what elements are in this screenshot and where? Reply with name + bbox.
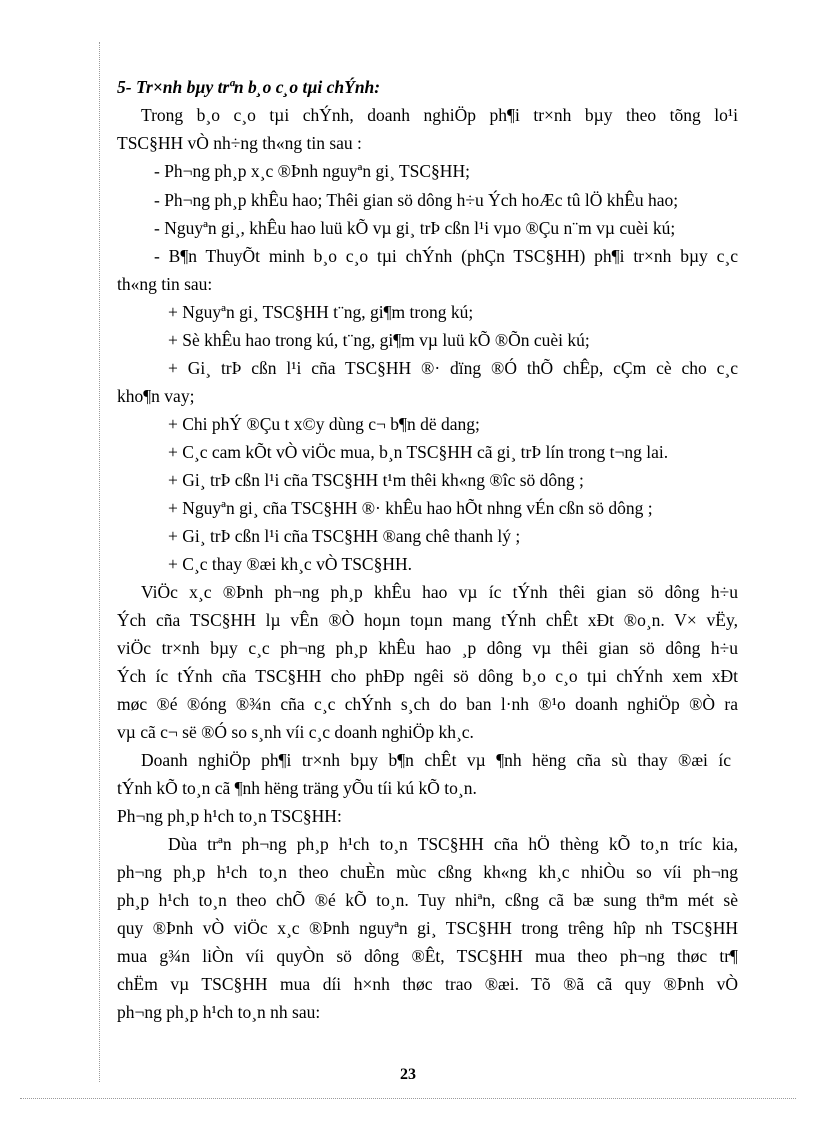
body-line: tÝnh kÕ to¸n cã ¶nh hëng träng yÕu tíi kú kÕ to¸n. <box>117 778 477 798</box>
list-item: + Nguyªn gi¸ cña TSC§HH ®· khÊu hao hÕt nhng vÉn cßn sö dông ; <box>168 498 653 518</box>
body-line: viÖc tr×nh bµy c¸c ph¬ng ph¸p khÊu hao ¸p dông vµ thêi gian sö dông h÷u <box>117 638 738 658</box>
body-line: Doanh nghiÖp ph¶i tr×nh bµy b¶n chÊt vµ ¶nh hëng cña sù thay ®æi íc <box>141 750 731 770</box>
section-heading: 5- Tr×nh bµy trªn b¸o c¸o tµi chÝnh: <box>117 77 381 97</box>
body-line: Ých íc tÝnh cña TSC§HH cho phÐp ngêi sö dông b¸o c¸o tµi chÝnh xem xÐt <box>117 666 738 686</box>
list-item: - Ph¬ng ph¸p khÊu hao; Thêi gian sö dông h÷u Ých hoÆc tû lÖ khÊu hao; <box>154 190 679 210</box>
body-line: vµ cã c¬ së ®Ó so s¸nh víi c¸c doanh nghiÖp kh¸c. <box>117 722 474 742</box>
body-line: ph¸p h¹ch to¸n theo chÕ ®é kÕ to¸n. Tuy nhiªn, cßng cã bæ sung thªm mét sè <box>117 890 738 910</box>
body-line: quy ®Þnh vÒ viÖc x¸c ®Þnh nguyªn gi¸ TSC§HH trong trêng hîp nh TSC§HH <box>117 918 738 938</box>
body-line: kho¶n vay; <box>117 386 195 406</box>
list-item: + Gi¸ trÞ cßn l¹i cña TSC§HH t¹m thêi kh«ng ®îc sö dông ; <box>168 470 584 490</box>
page-border-bottom <box>20 1098 796 1099</box>
list-item: + C¸c thay ®æi kh¸c vÒ TSC§HH. <box>168 554 413 574</box>
list-item: + C¸c cam kÕt vÒ viÖc mua, b¸n TSC§HH cã gi¸ trÞ lín trong t¬ng lai. <box>168 442 669 462</box>
body-line: th«ng tin sau: <box>117 274 213 294</box>
body-line: ph¬ng ph¸p h¹ch to¸n theo chuÈn mùc cßng kh«ng kh¸c nhiÒu so víi ph¬ng <box>117 862 738 882</box>
body-line: Ých cña TSC§HH lµ vÊn ®Ò hoµn toµn mang tÝnh chÊt xÐt ®o¸n. V× vËy, <box>117 610 738 630</box>
list-item: + Gi¸ trÞ cßn l¹i cña TSC§HH ®ang chê thanh lý ; <box>168 526 521 546</box>
body-line: Trong b¸o c¸o tµi chÝnh, doanh nghiÖp ph¶i tr×nh bµy theo tõng lo¹i <box>141 105 738 125</box>
body-line: ViÖc x¸c ®Þnh ph¬ng ph¸p khÊu hao vµ íc tÝnh thêi gian sö dông h÷u <box>141 582 738 602</box>
body-line: TSC§HH vÒ nh÷ng th«ng tin sau : <box>117 133 362 153</box>
list-item: - Nguyªn gi¸, khÊu hao luü kÕ vµ gi¸ trÞ cßn l¹i vµo ®Çu n¨m vµ cuèi kú; <box>154 218 676 238</box>
list-item: - Ph¬ng ph¸p x¸c ®Þnh nguyªn gi¸ TSC§HH; <box>154 161 470 181</box>
list-item: + Nguyªn gi¸ TSC§HH t¨ng, gi¶m trong kú; <box>168 302 474 322</box>
body-line: mua g¾n liÒn víi quyÒn sö dông ®Êt, TSC§HH mua theo ph¬ng thøc tr¶ <box>117 946 738 966</box>
list-item: + Chi phÝ ®Çu t x©y dùng c¬ b¶n dë dang; <box>168 414 480 434</box>
body-line: ph¬ng ph¸p h¹ch to¸n nh sau: <box>117 1002 321 1022</box>
body-line: møc ®é ®óng ®¾n cña c¸c chÝnh s¸ch do ban l·nh ®¹o doanh nghiÖp ®Ò ra <box>117 694 738 714</box>
body-line: Dùa trªn ph¬ng ph¸p h¹ch to¸n TSC§HH cña hÖ thèng kÕ to¸n tríc kia, <box>168 834 738 854</box>
page-number: 23 <box>400 1066 416 1083</box>
page-border-left <box>99 42 100 1082</box>
list-item: - B¶n ThuyÕt minh b¸o c¸o tµi chÝnh (phÇn TSC§HH) ph¶i tr×nh bµy c¸c <box>154 246 738 266</box>
list-item: + Gi¸ trÞ cßn l¹i cña TSC§HH ®· dïng ®Ó thÕ chÊp, cÇm cè cho c¸c <box>168 358 738 378</box>
subheading: Ph¬ng ph¸p h¹ch to¸n TSC§HH: <box>117 806 342 826</box>
body-line: chËm vµ TSC§HH mua díi h×nh thøc trao ®æi. Tõ ®ã cã quy ®Þnh vÒ <box>117 974 738 994</box>
list-item: + Sè khÊu hao trong kú, t¨ng, gi¶m vµ luü kÕ ®Õn cuèi kú; <box>168 330 590 350</box>
